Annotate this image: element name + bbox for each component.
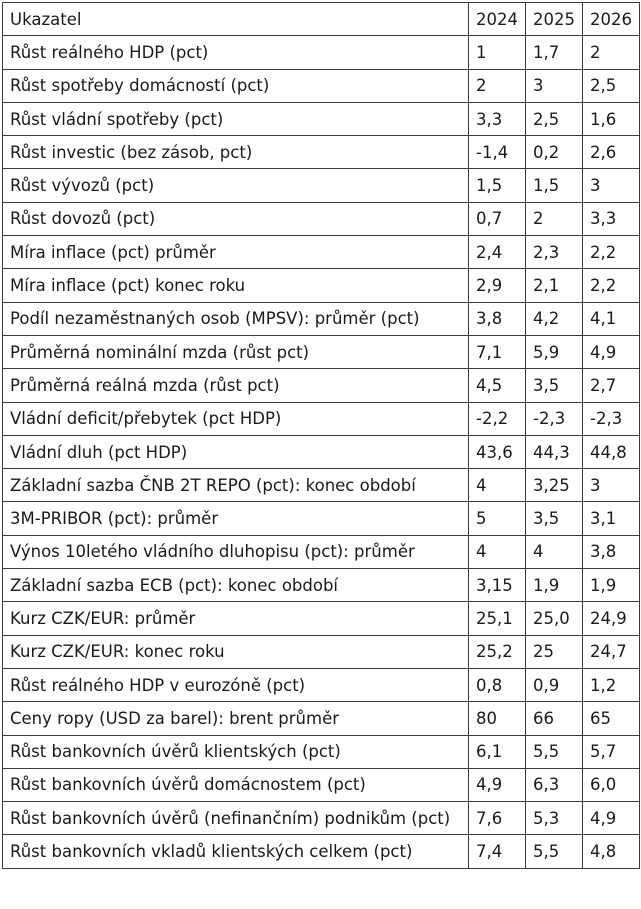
cell-2024: -2,2 <box>469 402 526 435</box>
cell-2026: 1,2 <box>583 668 640 701</box>
cell-2024: 7,6 <box>469 802 526 835</box>
header-year-2024: 2024 <box>469 3 526 36</box>
cell-indicator: Průměrná nominální mzda (růst pct) <box>3 335 469 368</box>
table-body <box>3 36 640 868</box>
cell-indicator: Růst reálného HDP (pct) <box>3 36 469 69</box>
cell-2026: 24,9 <box>583 602 640 635</box>
cell-indicator: Míra inflace (pct) průměr <box>3 236 469 269</box>
cell-2025: 5,5 <box>526 835 583 868</box>
cell-2024: 4,9 <box>469 768 526 801</box>
cell-2026: 4,8 <box>583 835 640 868</box>
cell-2026: 6,0 <box>583 768 640 801</box>
cell-indicator: Růst investic (bez zásob, pct) <box>3 136 469 169</box>
table-row <box>3 236 640 269</box>
table-row <box>3 835 640 868</box>
cell-2025: 6,3 <box>526 768 583 801</box>
cell-2026: 2,2 <box>583 236 640 269</box>
cell-2025: 25 <box>526 635 583 668</box>
cell-indicator: Kurz CZK/EUR: průměr <box>3 602 469 635</box>
cell-indicator: Růst bankovních úvěrů klientských (pct) <box>3 735 469 768</box>
cell-2025: 2,3 <box>526 236 583 269</box>
table-row <box>3 335 640 368</box>
cell-2024: 6,1 <box>469 735 526 768</box>
cell-2024: 80 <box>469 702 526 735</box>
cell-2024: 5 <box>469 502 526 535</box>
table-row <box>3 502 640 535</box>
cell-indicator: Růst spotřeby domácností (pct) <box>3 69 469 102</box>
table-row <box>3 69 640 102</box>
cell-2025: 1,7 <box>526 36 583 69</box>
cell-2024: 1,5 <box>469 169 526 202</box>
cell-2026: 3 <box>583 469 640 502</box>
cell-indicator: Růst bankovních vkladů klientských celkem (pct) <box>3 835 469 868</box>
table-row <box>3 269 640 302</box>
cell-indicator: Základní sazba ECB (pct): konec období <box>3 569 469 602</box>
cell-2024: 3,8 <box>469 302 526 335</box>
cell-indicator: Růst bankovních úvěrů (nefinančním) podnikům (pct) <box>3 802 469 835</box>
table-row <box>3 569 640 602</box>
table-row <box>3 136 640 169</box>
cell-indicator: Vládní dluh (pct HDP) <box>3 435 469 468</box>
cell-2024: 4,5 <box>469 369 526 402</box>
table-row <box>3 435 640 468</box>
cell-2026: 24,7 <box>583 635 640 668</box>
cell-2025: 1,9 <box>526 569 583 602</box>
cell-2024: -1,4 <box>469 136 526 169</box>
table-row <box>3 469 640 502</box>
table-container <box>2 2 640 869</box>
cell-indicator: Růst reálného HDP v eurozóně (pct) <box>3 668 469 701</box>
cell-2024: 25,2 <box>469 635 526 668</box>
cell-indicator: Růst vývozů (pct) <box>3 169 469 202</box>
table-row <box>3 802 640 835</box>
forecast-table <box>2 2 640 869</box>
cell-2026: -2,3 <box>583 402 640 435</box>
cell-2024: 0,8 <box>469 668 526 701</box>
cell-2025: 0,9 <box>526 668 583 701</box>
cell-indicator: Růst vládní spotřeby (pct) <box>3 102 469 135</box>
cell-2025: 44,3 <box>526 435 583 468</box>
cell-2025: 5,9 <box>526 335 583 368</box>
cell-2026: 4,1 <box>583 302 640 335</box>
cell-indicator: Výnos 10letého vládního dluhopisu (pct): průměr <box>3 535 469 568</box>
cell-2025: 3,5 <box>526 369 583 402</box>
cell-2024: 2,9 <box>469 269 526 302</box>
cell-2026: 44,8 <box>583 435 640 468</box>
table-row <box>3 768 640 801</box>
cell-indicator: Ceny ropy (USD za barel): brent průměr <box>3 702 469 735</box>
cell-2026: 2 <box>583 36 640 69</box>
table-row <box>3 169 640 202</box>
cell-2025: 2,5 <box>526 102 583 135</box>
cell-2024: 0,7 <box>469 202 526 235</box>
cell-2024: 4 <box>469 469 526 502</box>
cell-2026: 3,1 <box>583 502 640 535</box>
cell-2026: 1,6 <box>583 102 640 135</box>
header-year-2026: 2026 <box>583 3 640 36</box>
table-row <box>3 535 640 568</box>
cell-2025: 3,25 <box>526 469 583 502</box>
cell-2026: 3 <box>583 169 640 202</box>
cell-indicator: Vládní deficit/přebytek (pct HDP) <box>3 402 469 435</box>
cell-2025: 4,2 <box>526 302 583 335</box>
cell-2026: 4,9 <box>583 335 640 368</box>
cell-2024: 4 <box>469 535 526 568</box>
cell-indicator: Růst dovozů (pct) <box>3 202 469 235</box>
cell-2025: 3 <box>526 69 583 102</box>
cell-2026: 2,6 <box>583 136 640 169</box>
table-row <box>3 602 640 635</box>
header-indicator: Ukazatel <box>3 3 469 36</box>
table-row <box>3 702 640 735</box>
table-row <box>3 302 640 335</box>
header-year-2025: 2025 <box>526 3 583 36</box>
cell-2024: 3,3 <box>469 102 526 135</box>
table-row <box>3 36 640 69</box>
cell-2026: 1,9 <box>583 569 640 602</box>
cell-2025: 5,3 <box>526 802 583 835</box>
cell-indicator: Základní sazba ČNB 2T REPO (pct): konec období <box>3 469 469 502</box>
cell-2024: 25,1 <box>469 602 526 635</box>
cell-indicator: Podíl nezaměstnaných osob (MPSV): průměr (pct) <box>3 302 469 335</box>
table-row <box>3 635 640 668</box>
cell-2024: 43,6 <box>469 435 526 468</box>
table-row <box>3 369 640 402</box>
cell-2024: 2 <box>469 69 526 102</box>
cell-2025: 3,5 <box>526 502 583 535</box>
cell-2024: 7,1 <box>469 335 526 368</box>
cell-indicator: Průměrná reálná mzda (růst pct) <box>3 369 469 402</box>
header-row <box>3 3 640 36</box>
cell-2026: 4,9 <box>583 802 640 835</box>
cell-2025: 2 <box>526 202 583 235</box>
cell-2025: 1,5 <box>526 169 583 202</box>
cell-2025: 2,1 <box>526 269 583 302</box>
cell-2025: 66 <box>526 702 583 735</box>
cell-2026: 3,3 <box>583 202 640 235</box>
cell-2024: 1 <box>469 36 526 69</box>
cell-indicator: 3M-PRIBOR (pct): průměr <box>3 502 469 535</box>
cell-2025: 5,5 <box>526 735 583 768</box>
cell-2024: 7,4 <box>469 835 526 868</box>
cell-indicator: Růst bankovních úvěrů domácnostem (pct) <box>3 768 469 801</box>
cell-2024: 3,15 <box>469 569 526 602</box>
cell-2025: -2,3 <box>526 402 583 435</box>
table-row <box>3 102 640 135</box>
cell-2026: 5,7 <box>583 735 640 768</box>
table-row <box>3 735 640 768</box>
cell-2026: 2,5 <box>583 69 640 102</box>
cell-2024: 2,4 <box>469 236 526 269</box>
cell-2026: 2,7 <box>583 369 640 402</box>
cell-2026: 2,2 <box>583 269 640 302</box>
cell-2026: 3,8 <box>583 535 640 568</box>
cell-indicator: Míra inflace (pct) konec roku <box>3 269 469 302</box>
table-row <box>3 402 640 435</box>
cell-2026: 65 <box>583 702 640 735</box>
table-row <box>3 668 640 701</box>
cell-2025: 0,2 <box>526 136 583 169</box>
cell-indicator: Kurz CZK/EUR: konec roku <box>3 635 469 668</box>
cell-2025: 4 <box>526 535 583 568</box>
cell-2025: 25,0 <box>526 602 583 635</box>
table-row <box>3 202 640 235</box>
